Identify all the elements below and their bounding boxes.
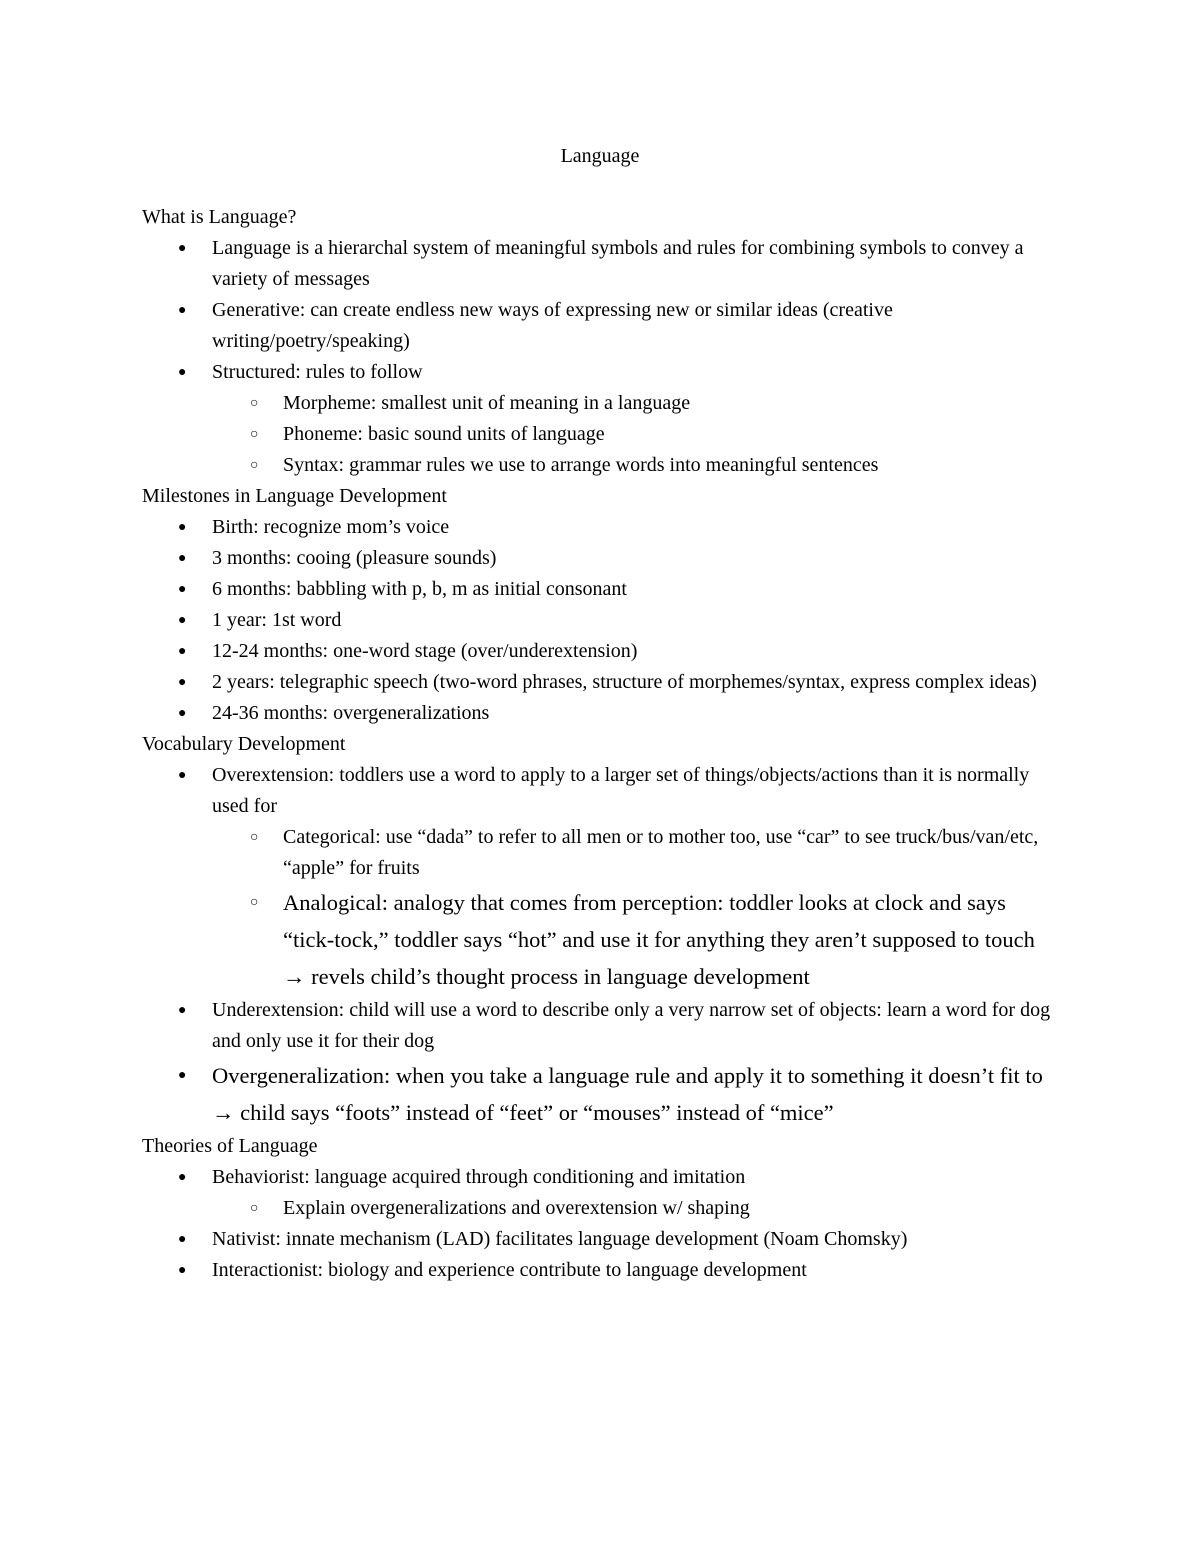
list-item-text: 12-24 months: one-word stage (over/underextension) [212, 640, 638, 662]
list-item [142, 512, 1062, 543]
bullet-icon: ● [178, 1170, 187, 1185]
list-item [142, 1224, 1062, 1255]
sub-list-item-text: Analogical: analogy that comes from perception: toddler looks at clock and says “tick-tock,” toddler says “hot” and use it for anything they aren’t supposed to touch → revels child’s thought process in language development [283, 890, 1035, 989]
list-item-text: 2 years: telegraphic speech (two-word phrases, structure of morphemes/syntax, express complex ideas) [212, 671, 1037, 693]
bullet-icon: ● [178, 582, 187, 597]
list-item-text: Overgeneralization: when you take a language rule and apply it to something it doesn’t fit to → child says “foots” instead of “feet” or “mouses” instead of “mice” [212, 1063, 1043, 1125]
list-item-text: Structured: rules to follow [212, 361, 423, 383]
sub-list-item [212, 388, 1062, 419]
list-item [142, 760, 1062, 995]
sub-list-item [212, 450, 1062, 481]
sub-bullet-list [212, 1193, 1062, 1224]
sub-list-item-text: Morpheme: smallest unit of meaning in a language [283, 392, 691, 414]
page-title: Language [560, 145, 640, 167]
list-item [142, 995, 1062, 1057]
list-item-text: Nativist: innate mechanism (LAD) facilitates language development (Noam Chomsky) [212, 1228, 908, 1250]
sub-list-item-text: Phoneme: basic sound units of language [283, 423, 605, 445]
list-item [142, 233, 1062, 295]
sub-list-item-text: Syntax: grammar rules we use to arrange words into meaningful sentences [283, 454, 879, 476]
bullet-icon: ● [178, 1068, 187, 1083]
bullet-list [142, 233, 1062, 481]
bullet-icon: ● [178, 551, 187, 566]
list-item [142, 1162, 1062, 1224]
list-item [142, 667, 1062, 698]
list-item [142, 295, 1062, 357]
list-item [142, 574, 1062, 605]
sub-list-item [212, 884, 1062, 995]
list-item-text: Underextension: child will use a word to describe only a very narrow set of objects: learn a word for dog and only use it for their dog [212, 999, 1051, 1052]
sub-list-item [212, 822, 1062, 884]
list-item-text: Interactionist: biology and experience contribute to language development [212, 1259, 807, 1281]
list-item [142, 1057, 1062, 1131]
bullet-list [142, 512, 1062, 729]
sub-bullet-icon: ○ [250, 458, 259, 473]
bullet-icon: ● [178, 613, 187, 628]
list-item [142, 605, 1062, 636]
bullet-icon: ● [178, 1263, 187, 1278]
section-heading-what-is-language: What is Language? [142, 206, 297, 228]
bullet-icon: ● [178, 1003, 187, 1018]
list-item-text: 3 months: cooing (pleasure sounds) [212, 547, 497, 569]
bullet-icon: ● [178, 303, 187, 318]
list-item-text: Behaviorist: language acquired through conditioning and imitation [212, 1166, 746, 1188]
list-item [142, 357, 1062, 481]
sub-bullet-icon: ○ [250, 830, 259, 845]
list-item-text: 6 months: babbling with p, b, m as initial consonant [212, 578, 627, 600]
sub-bullet-icon: ○ [250, 1201, 259, 1216]
document-body [142, 202, 1062, 1286]
sub-list-item [212, 419, 1062, 450]
section-heading-theories: Theories of Language [142, 1135, 318, 1157]
sub-bullet-list [212, 388, 1062, 481]
sub-bullet-list [212, 822, 1062, 995]
list-item-text: 1 year: 1st word [212, 609, 342, 631]
list-item-text: Generative: can create endless new ways of expressing new or similar ideas (creative writing/poetry/speaking) [212, 299, 893, 352]
bullet-list [142, 760, 1062, 1131]
bullet-icon: ● [178, 675, 187, 690]
bullet-icon: ● [178, 1232, 187, 1247]
list-item [142, 543, 1062, 574]
list-item-text: Birth: recognize mom’s voice [212, 516, 450, 538]
sub-list-item-text: Explain overgeneralizations and overextension w/ shaping [283, 1197, 750, 1219]
bullet-icon: ● [178, 768, 187, 783]
bullet-icon: ● [178, 520, 187, 535]
bullet-icon: ● [178, 706, 187, 721]
sub-bullet-icon: ○ [250, 895, 259, 910]
sub-list-item [212, 1193, 1062, 1224]
list-item-text: 24-36 months: overgeneralizations [212, 702, 490, 724]
list-item-text: Overextension: toddlers use a word to apply to a larger set of things/objects/actions than it is normally used for [212, 764, 1030, 817]
sub-list-item-text: Categorical: use “dada” to refer to all men or to mother too, use “car” to see truck/bus/van/etc, “apple” for fruits [283, 826, 1039, 879]
list-item [142, 636, 1062, 667]
sub-bullet-icon: ○ [250, 396, 259, 411]
list-item [142, 698, 1062, 729]
list-item-text: Language is a hierarchal system of meaningful symbols and rules for combining symbols to convey a variety of messages [212, 237, 1024, 290]
bullet-icon: ● [178, 365, 187, 380]
section-heading-vocabulary: Vocabulary Development [142, 733, 346, 755]
list-item [142, 1255, 1062, 1286]
section-heading-milestones: Milestones in Language Development [142, 485, 447, 507]
bullet-list [142, 1162, 1062, 1286]
sub-bullet-icon: ○ [250, 427, 259, 442]
bullet-icon: ● [178, 644, 187, 659]
bullet-icon: ● [178, 241, 187, 256]
